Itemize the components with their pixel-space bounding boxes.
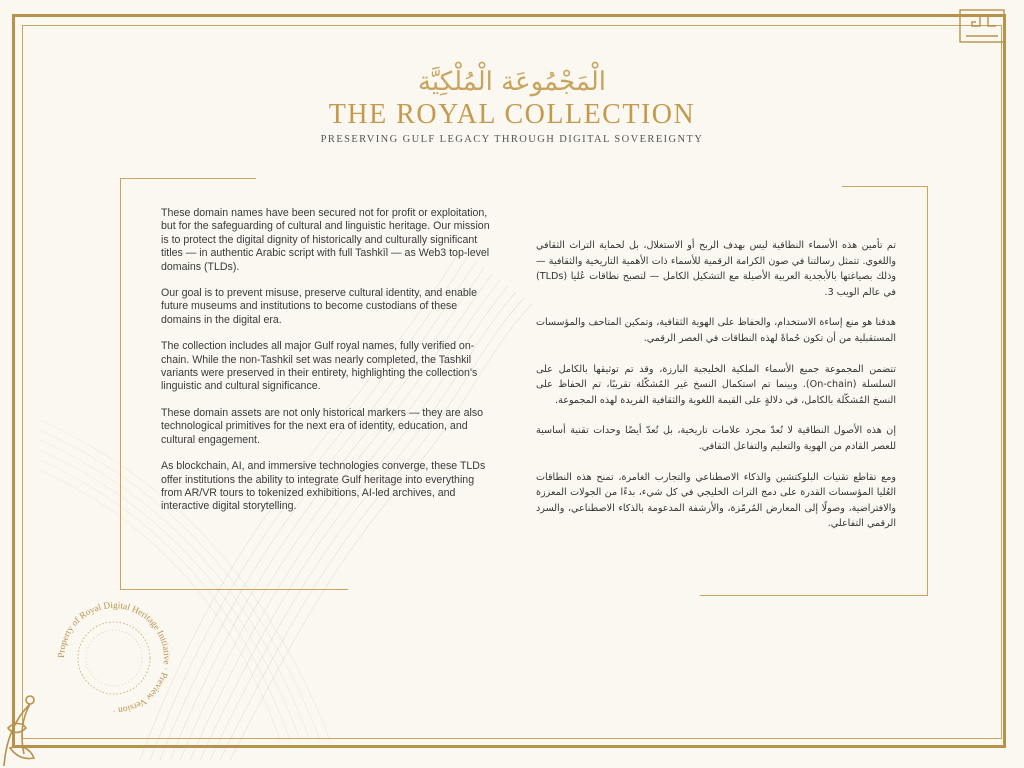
left-bracket-bottom <box>120 589 348 590</box>
arabic-text-block <box>536 238 896 547</box>
arabic-title: الْمَجْمُوعَة الْمُلْكِيَّة <box>417 67 607 97</box>
seal-text: Property of Royal Digital Heritage Initiative · Preview Version · <box>55 599 173 717</box>
seal-core-ring <box>86 630 142 686</box>
arabic-paragraph: ومع تقاطع تقنيات البلوكتشين والذكاء الاصطناعي والتجارب الغامرة، تمنح هذه النطاقات العُليا المؤسسات القدرة على دمج التراث الخليجي في كل شيء، بدءًا من الجولات المعززة والافتراضية، وصولًا إلى المعارض المُرمّزة، والأرشفة المدعومة بالذكاء الاصطناعي، والسرد الرقمي التفاعلي. <box>536 471 896 530</box>
english-text-block <box>161 207 491 527</box>
left-bracket-top <box>120 178 256 179</box>
arabic-paragraph: تم تأمين هذه الأسماء النطاقية ليس بهدف الربح أو الاستغلال، بل لحماية التراث الثقافي واللغوي. تتمثل رسالتنا في صون الكرامة الرقمية للأسماء ذات الأهمية التاريخية والثقافية — وذلك بصياغتها بالأبجدية العربية الأصيلة مع التشكيل الكامل — لتصبح نطاقات عُليا (TLDs) في عالم الويب 3. <box>536 240 896 298</box>
corner-ornament-icon <box>952 6 1012 50</box>
heritage-seal <box>52 596 176 720</box>
page-subtitle: PRESERVING GULF LEGACY THROUGH DIGITAL SOVEREIGNTY <box>320 134 704 145</box>
left-bracket-side <box>120 178 121 590</box>
arabic-paragraph: تتضمن المجموعة جميع الأسماء الملكية الخليجية البارزة، وقد تم توثيقها بالكامل على السلسلة (On-chain). وبينما تم استكمال النسخ غير المُشكّلة تقريبًا، تم الحفاظ على النسخ المُشكّلة بالكامل، في دلالةٍ على القيمة اللغوية والثقافية الفريدة لهذه المجموعة. <box>536 363 896 406</box>
floral-ornament-icon <box>0 678 60 768</box>
right-bracket-side <box>927 186 928 596</box>
english-paragraph: As blockchain, AI, and immersive technologies converge, these TLDs offer institutions the ability to integrate Gulf heritage into everything from AR/VR tours to tokenized exhibitions, AI-led archives, and interactive digital storytelling. <box>161 460 486 513</box>
english-paragraph: These domain names have been secured not for profit or exploitation, but for the safeguarding of cultural and linguistic heritage. Our mission is to protect the digital dignity of historically and culturally significant titles — in authentic Arabic script with full Tashkīl — as Web3 top-level domains (TLDs). <box>161 207 490 273</box>
right-bracket-bottom <box>700 595 928 596</box>
page-title: THE ROYAL COLLECTION <box>328 99 696 130</box>
seal-inner-ring <box>78 622 150 694</box>
header <box>0 66 1024 145</box>
english-paragraph: Our goal is to prevent misuse, preserve cultural identity, and enable future museums and institutions to become custodians of these domains in the digital era. <box>161 287 478 326</box>
arabic-paragraph: إن هذه الأصول النطاقية لا تُعدّ مجرد علامات تاريخية، بل تُعدّ أيضًا وحدات تقنية أساسية للعصر القادم من الهوية والتعليم والتفاعل الثقافي. <box>536 425 896 452</box>
english-paragraph: These domain assets are not only historical markers — they are also technological primitives for the next era of identity, education, and cultural engagement. <box>161 406 484 446</box>
arabic-paragraph: هدفنا هو منع إساءة الاستخدام، والحفاظ على الهوية الثقافية، وتمكين المتاحف والمؤسسات المستقبلية من أن تكون حُماةً لهذه النطاقات في العصر الرقمي. <box>536 317 896 344</box>
right-bracket-top <box>842 186 928 187</box>
english-paragraph: The collection includes all major Gulf royal names, fully verified on-chain. While the non-Tashkil set was nearly completed, the Tashkil variants were preserved in their entirety, highlighting the collection's linguistic and cultural significance. <box>161 340 478 393</box>
